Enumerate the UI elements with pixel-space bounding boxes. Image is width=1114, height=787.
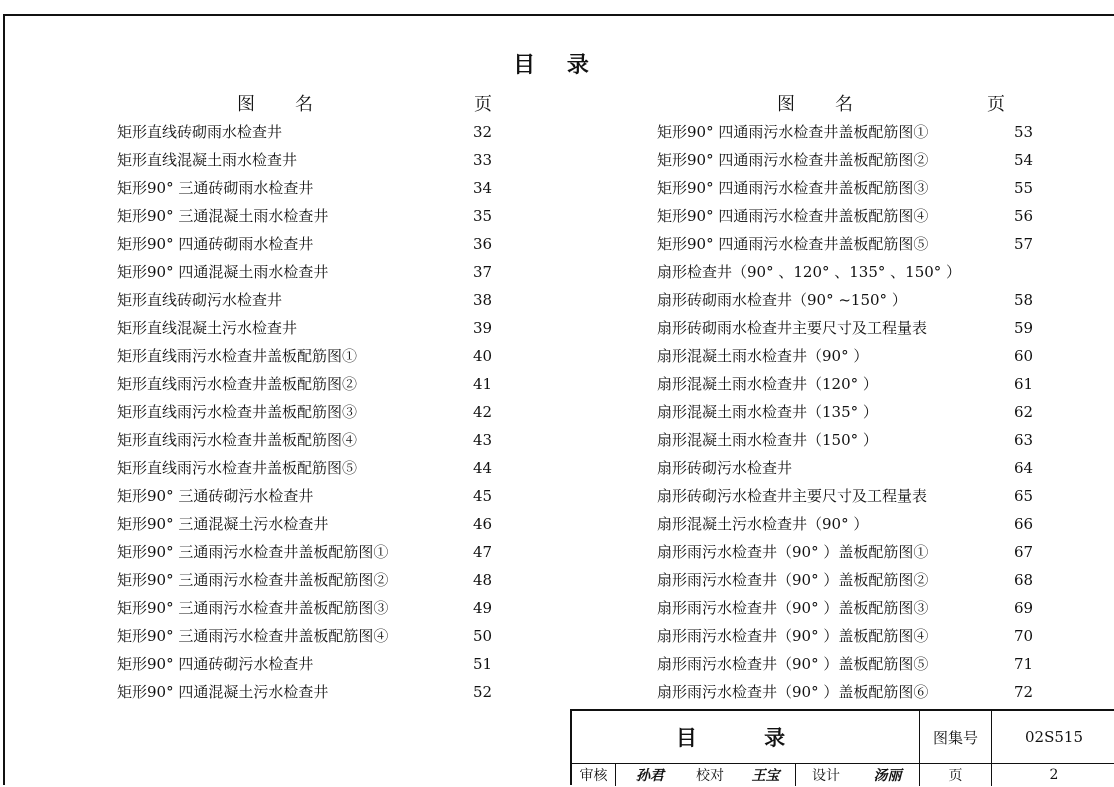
toc-entry-title: 矩形90° 三通砖砌雨水检查井 (117, 179, 314, 197)
toc-entry-page: 48 (473, 571, 493, 589)
toc-entry (657, 426, 1037, 454)
toc-entry (657, 258, 1037, 286)
toc-entry-page: 54 (1014, 151, 1034, 169)
toc-entry (657, 398, 1037, 426)
toc-entry-page: 49 (473, 599, 493, 617)
toc-entry-page: 57 (1014, 235, 1034, 253)
toc-entry-title: 矩形90° 三通雨污水检查井盖板配筋图③ (117, 599, 389, 617)
toc-entry (117, 594, 497, 622)
toc-entry-page: 64 (1014, 459, 1034, 477)
toc-entry-page: 51 (473, 655, 493, 673)
toc-entry (117, 174, 497, 202)
atlas-number-label: 图集号 (920, 711, 992, 763)
toc-entry (657, 342, 1037, 370)
toc-entry (117, 482, 497, 510)
toc-entry (657, 314, 1037, 342)
check-label: 校对 (696, 768, 724, 784)
toc-entry (657, 230, 1037, 258)
toc-entry-page: 32 (473, 123, 493, 141)
page-number: 2 (1049, 767, 1059, 783)
toc-entry-page: 63 (1014, 431, 1034, 449)
toc-entry-page: 34 (473, 179, 493, 197)
toc-entry-page: 47 (473, 543, 493, 561)
toc-entry (657, 202, 1037, 230)
toc-entry (657, 510, 1037, 538)
toc-entry-title: 矩形直线砖砌污水检查井 (117, 291, 283, 309)
toc-entry (117, 426, 497, 454)
design-label: 设计 (812, 768, 840, 784)
toc-entry-title: 矩形直线雨污水检查井盖板配筋图⑤ (117, 459, 358, 477)
toc-right-list (657, 118, 1037, 706)
toc-entry-title: 扇形雨污水检查井（90° ）盖板配筋图⑥ (657, 683, 929, 701)
toc-entry (117, 650, 497, 678)
toc-entry (657, 538, 1037, 566)
toc-entry (117, 510, 497, 538)
toc-entry-title: 矩形直线雨污水检查井盖板配筋图① (117, 347, 358, 365)
toc-entry (117, 370, 497, 398)
toc-entry (657, 594, 1037, 622)
column-header-name: 图名 (237, 94, 353, 115)
toc-entry-page: 42 (473, 403, 493, 421)
toc-left-list (117, 118, 497, 706)
toc-entry-title: 矩形90° 四通混凝土雨水检查井 (117, 263, 329, 281)
toc-entry-title: 矩形90° 三通砖砌污水检查井 (117, 487, 314, 505)
toc-entry-page: 50 (473, 627, 493, 645)
toc-entry-title: 矩形直线雨污水检查井盖板配筋图② (117, 375, 358, 393)
toc-entry (117, 230, 497, 258)
toc-entry-title: 矩形90° 四通雨污水检查井盖板配筋图② (657, 151, 929, 169)
toc-entry-title: 扇形雨污水检查井（90° ）盖板配筋图⑤ (657, 655, 929, 673)
toc-entry (117, 622, 497, 650)
toc-entry (657, 286, 1037, 314)
toc-entry-title: 矩形直线混凝土污水检查井 (117, 319, 298, 337)
toc-entry (657, 482, 1037, 510)
toc-entry-page: 53 (1014, 123, 1034, 141)
toc-entry-title: 扇形混凝土雨水检查井（90° ） (657, 347, 869, 365)
toc-entry (117, 146, 497, 174)
toc-entry-page: 68 (1014, 571, 1034, 589)
toc-entry-title: 扇形雨污水检查井（90° ）盖板配筋图③ (657, 599, 929, 617)
toc-entry-title: 矩形90° 三通混凝土污水检查井 (117, 515, 329, 533)
page-title: 目 录 (513, 52, 601, 78)
toc-entry (117, 258, 497, 286)
toc-entry (117, 202, 497, 230)
toc-entry (657, 118, 1037, 146)
toc-entry-page: 62 (1014, 403, 1034, 421)
title-block-drawing-title: 目 录 (572, 711, 920, 763)
toc-right-header (657, 88, 1037, 118)
toc-entry-page: 55 (1014, 179, 1034, 197)
toc-entry-page: 67 (1014, 543, 1034, 561)
toc-entry (657, 566, 1037, 594)
title-block-signature-row (572, 763, 1114, 787)
toc-entry-title: 扇形雨污水检查井（90° ）盖板配筋图② (657, 571, 929, 589)
toc-entry (657, 370, 1037, 398)
toc-entry-title: 扇形砖砌雨水检查井主要尺寸及工程量表 (657, 319, 928, 337)
toc-entry-page: 71 (1014, 655, 1034, 673)
toc-entry-title: 矩形90° 三通雨污水检查井盖板配筋图① (117, 543, 389, 561)
toc-entry-page: 52 (473, 683, 493, 701)
toc-right-column (657, 88, 1037, 706)
design-signature: 汤丽 (856, 764, 920, 786)
toc-entry (657, 622, 1037, 650)
toc-entry-title: 矩形90° 四通雨污水检查井盖板配筋图① (657, 123, 929, 141)
title-block (570, 709, 1114, 785)
atlas-number-value: 02S515 (1025, 728, 1083, 746)
toc-entry-title: 矩形直线砖砌雨水检查井 (117, 123, 283, 141)
toc-entry (117, 454, 497, 482)
review-label: 审核 (572, 764, 616, 786)
toc-entry (657, 454, 1037, 482)
toc-entry-page: 56 (1014, 207, 1034, 225)
toc-entry-page: 58 (1014, 291, 1034, 309)
toc-entry (117, 286, 497, 314)
toc-entry (657, 678, 1037, 706)
toc-entry (117, 314, 497, 342)
toc-entry-title: 矩形90° 三通混凝土雨水检查井 (117, 207, 329, 225)
toc-entry-page: 61 (1014, 375, 1034, 393)
toc-entry-page: 38 (473, 291, 493, 309)
toc-entry (657, 174, 1037, 202)
toc-entry-title: 扇形混凝土雨水检查井（120° ） (657, 375, 878, 393)
toc-entry-title: 扇形砖砌污水检查井 (657, 459, 793, 477)
toc-entry-title: 扇形混凝土雨水检查井（135° ） (657, 403, 878, 421)
toc-entry-title: 扇形雨污水检查井（90° ）盖板配筋图① (657, 543, 929, 561)
toc-entry (117, 678, 497, 706)
toc-entry-page: 65 (1014, 487, 1034, 505)
toc-entry-title: 矩形90° 三通雨污水检查井盖板配筋图④ (117, 627, 389, 645)
toc-entry-page: 45 (473, 487, 493, 505)
toc-entry-title: 矩形直线雨污水检查井盖板配筋图③ (117, 403, 358, 421)
toc-entry-title: 扇形砖砌污水检查井主要尺寸及工程量表 (657, 487, 928, 505)
toc-entry-page: 60 (1014, 347, 1034, 365)
toc-entry-page: 59 (1014, 319, 1034, 337)
toc-entry (117, 342, 497, 370)
toc-entry-title: 矩形90° 四通砖砌雨水检查井 (117, 235, 314, 253)
toc-entry-page: 39 (473, 319, 493, 337)
toc-entry-title: 矩形90° 四通砖砌污水检查井 (117, 655, 314, 673)
toc-entry-page: 40 (473, 347, 493, 365)
toc-entry-page: 41 (473, 375, 493, 393)
toc-entry (117, 398, 497, 426)
toc-entry-title: 矩形直线混凝土雨水检查井 (117, 151, 298, 169)
toc-entry (117, 566, 497, 594)
toc-entry-page: 36 (473, 235, 493, 253)
toc-entry-title: 扇形检查井（90° 、120° 、135° 、150° ） (657, 263, 962, 281)
toc-entry-page: 44 (473, 459, 493, 477)
toc-entry-page: 70 (1014, 627, 1034, 645)
toc-entry-page: 66 (1014, 515, 1034, 533)
toc-entry-title: 矩形90° 四通混凝土污水检查井 (117, 683, 329, 701)
toc-entry-title: 矩形直线雨污水检查井盖板配筋图④ (117, 431, 358, 449)
toc-entry-title: 矩形90° 三通雨污水检查井盖板配筋图② (117, 571, 389, 589)
toc-entry-page: 72 (1014, 683, 1034, 701)
toc-entry-title: 扇形混凝土雨水检查井（150° ） (657, 431, 878, 449)
column-header-page: 页 (987, 94, 1005, 115)
toc-entry-page: 46 (473, 515, 493, 533)
toc-entry (657, 146, 1037, 174)
toc-left-header (117, 88, 497, 118)
page-label: 页 (920, 764, 992, 786)
toc-entry-title: 矩形90° 四通雨污水检查井盖板配筋图⑤ (657, 235, 929, 253)
toc-entry-title: 矩形90° 四通雨污水检查井盖板配筋图④ (657, 207, 929, 225)
toc-entry-page: 37 (473, 263, 493, 281)
toc-entry-page: 69 (1014, 599, 1034, 617)
toc-entry-title: 矩形90° 四通雨污水检查井盖板配筋图③ (657, 179, 929, 197)
column-header-page: 页 (474, 94, 492, 115)
toc-entry-page: 33 (473, 151, 493, 169)
toc-entry-page: 43 (473, 431, 493, 449)
toc-entry-title: 扇形砖砌雨水检查井（90° ~150° ） (657, 291, 907, 309)
toc-entry (657, 650, 1037, 678)
toc-entry (117, 118, 497, 146)
review-signature: 孙君 (636, 768, 664, 784)
toc-entry-title: 扇形混凝土污水检查井（90° ） (657, 515, 869, 533)
toc-left-column (117, 88, 497, 706)
toc-entry (117, 538, 497, 566)
toc-entry-title: 扇形雨污水检查井（90° ）盖板配筋图④ (657, 627, 929, 645)
column-header-name: 图名 (777, 94, 893, 115)
check-signature: 王宝 (736, 764, 796, 786)
toc-entry-page: 35 (473, 207, 493, 225)
